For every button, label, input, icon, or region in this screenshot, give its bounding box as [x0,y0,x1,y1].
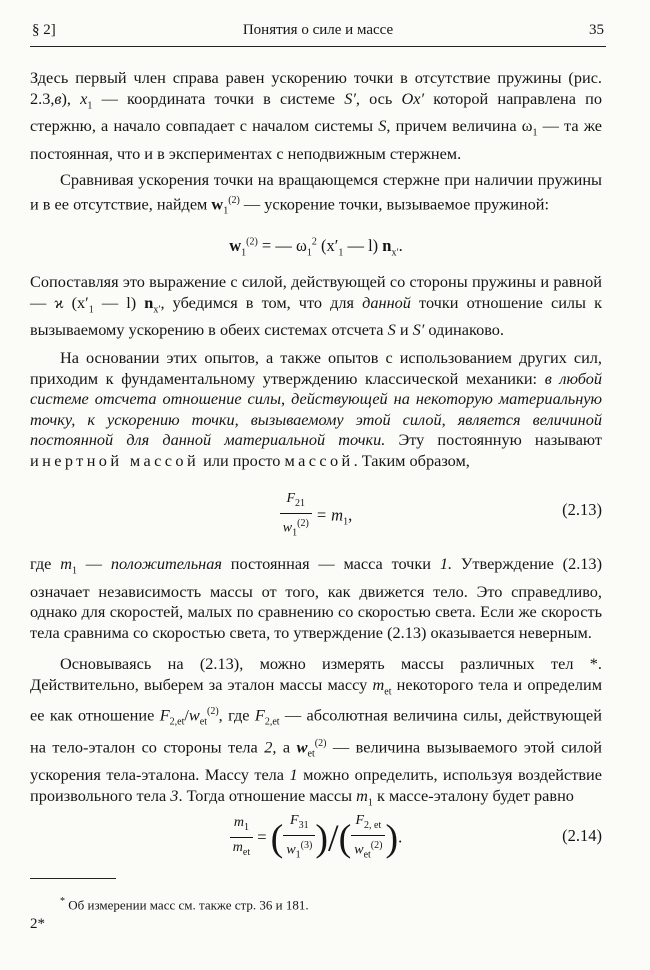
equation-1: $w_1^{(2)}$ = — $\omega_1^2$ ($x'_1$ — l) $n_{x'}$. [229,236,403,259]
equation-number: (2.13) [562,500,602,519]
paragraph-3: Сопоставляя это выражение с силой, действующей со стороны пружины и равной — ϰ ($x'_1$ — l) $n_{x'}$, убедимся в том, что для данной точки отношение силы к вызываемому ускорению в обеих системах отсчета S и S′ одинаково. [30,272,603,340]
equation-2-13: $\frac{F_{21}}{w_1^{(2)}}$ = $m_1$, (2.13) [30,490,602,543]
fraction-body3: $\frac{F_{31}}{w_1^{(3)}}$ [283,812,315,865]
footnote-rule [30,878,116,879]
equation-number: (2.14) [562,826,602,845]
section-marker: § 2] [32,22,56,38]
page-number: 35 [589,22,604,38]
paragraph-6: Основываясь на (2.13), можно измерять массы различных тел *. Действительно, выберем за эталон массы массу $m_{et}$ некоторого тела и определим ее как отношение $F_{2,et}/w_{et}^{(2)}$, где $F_{2,et}$ — абсолютная величина силы, действующей на тело-эталон со стороны тела 2, а $w_{et}^{(2)}$ — величина вызываемого этой силой ускорения тела-эталона. Массу тела 1 можно определить, используя воздействие произвольного тела 3. Тогда отношение массы $m_1$ к массе-эталону будет равно [30,654,602,808]
footnote: * Об измерении масс см. также стр. 36 и 181. [60,896,309,913]
fraction-mass-ratio: $\frac{m_1}{m_{et}}$ [230,814,253,863]
paragraph-1: Здесь первый член справа равен ускорению точки в отсутствие пружины (рис. 2.3,в), $x_1$ — координата точки в системе S′, ось Ox′ которой направлена по стержню, а начало совпадает с началом системы S, причем величина $\omega_1$ — та же постоянная, что и в экспериментах с неподвижным стержнем. [30,68,603,164]
fraction-force-accel: $\frac{F_{21}}{w_1^{(2)}}$ [280,490,312,543]
header-rule [30,46,606,47]
equation-2-14: $\frac{m_1}{m_{et}}$ = ( $\frac{F_{31}}{w_1^{(3)}}$ )/( $\frac{F_{2, et}}{w_{et}^{(2)}}$ ). (2.14) [30,812,602,865]
fraction-etalon: $\frac{F_{2, et}}{w_{et}^{(2)}}$ [351,812,385,865]
printer-signature: 2* [30,916,45,932]
paragraph-4: На основании этих опытов, а также опытов с использованием других сил, приходим к фундаментальному утверждению классической механики: в любой системе отсчета отношение силы, действующей на некоторую материальную точку, к ускорению точки, вызываемому этой силой, является величиной постоянной для данной материальной точки. Эту постоянную называют инертной массой или просто массой. Таким образом, [30,348,602,470]
page-header [32,22,604,44]
paragraph-5: где $m_1$ — положительная постоянная — масса точки 1. Утверждение (2.13) означает независимость массы от того, как движется тело. Это справедливо, однако для скоростей, малых по сравнению со скоростью света. Если же скорость тела сравнима со скоростью света, то утверждение (2.13) оказывается неверным. [30,554,602,643]
running-title: Понятия о силе и массе [242,22,394,38]
paragraph-2: Сравнивая ускорения точки на вращающемся стержне при наличии пружины и в ее отсутствие, найдем $w_1^{(2)}$ — ускорение точки, вызываемое пружиной: [30,170,602,217]
